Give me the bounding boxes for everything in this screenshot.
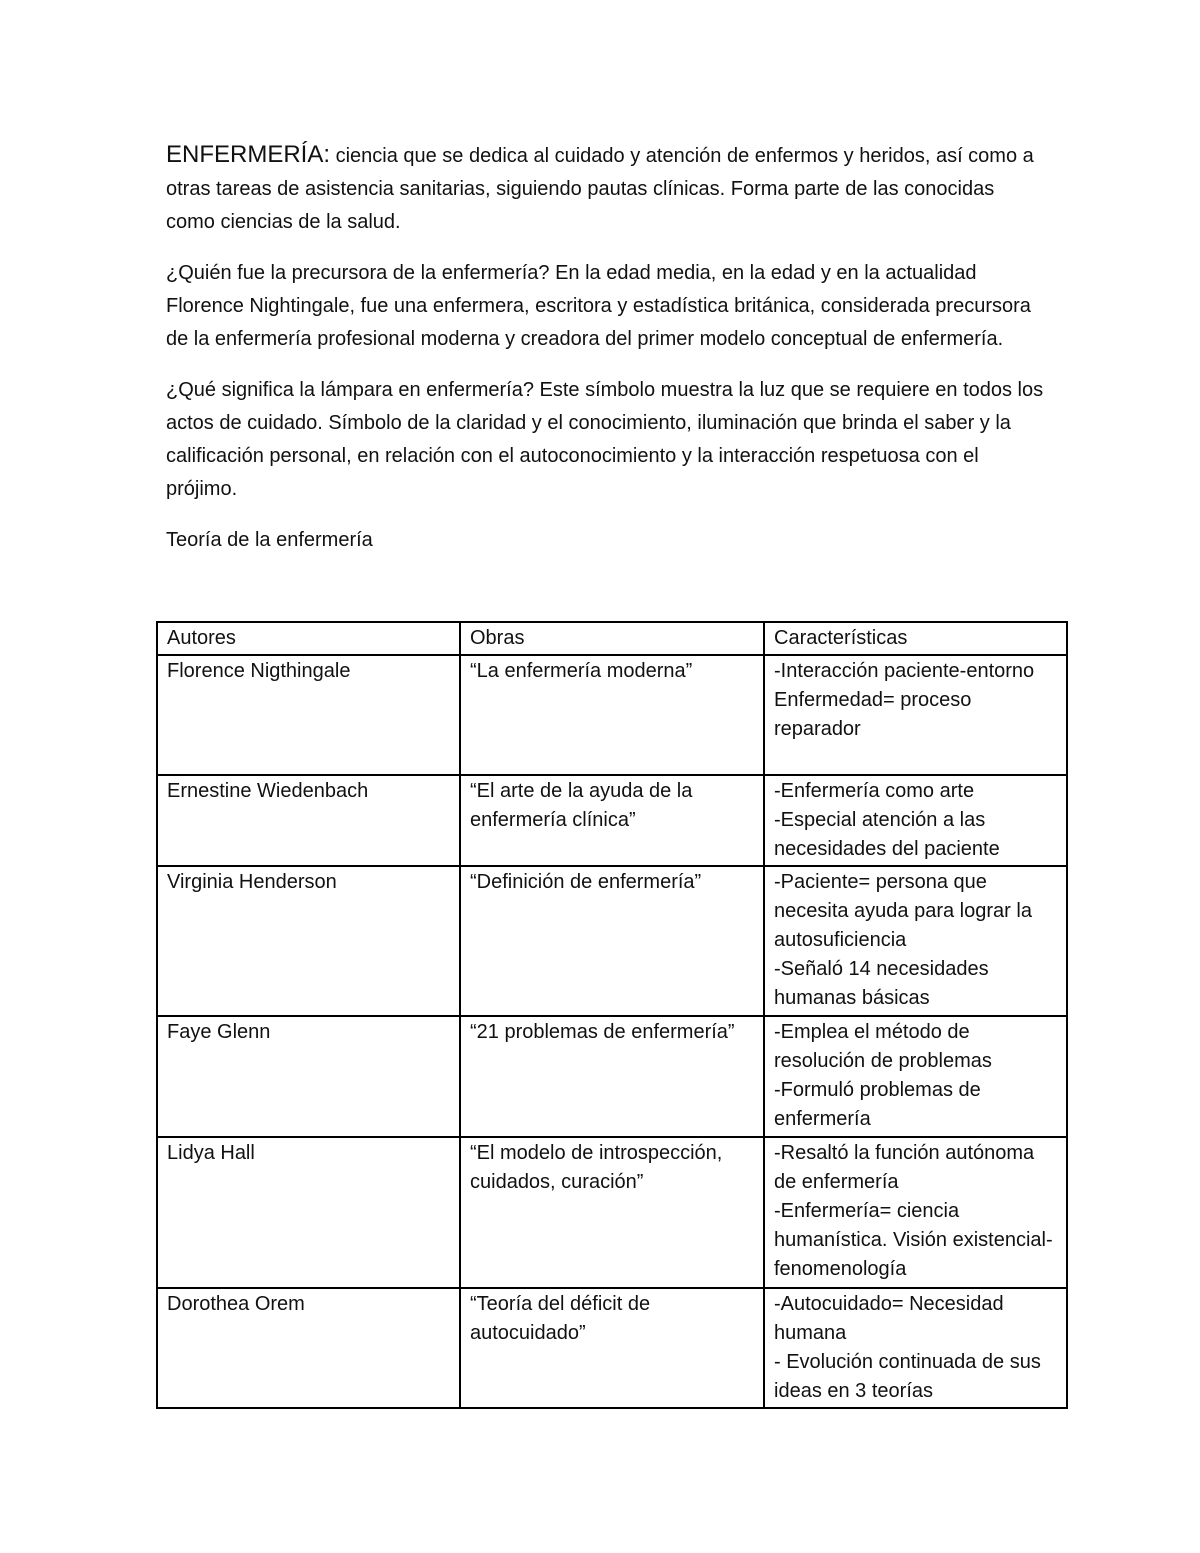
feature-line: Enfermedad= proceso reparador (774, 689, 972, 740)
table-row (157, 1137, 1067, 1288)
header-authors: Autores (157, 622, 460, 655)
author-cell: Faye Glenn (157, 1016, 460, 1137)
table-row (157, 655, 1067, 775)
document-body (166, 138, 1066, 571)
precursor-paragraph: ¿Quién fue la precursora de la enfermería? En la edad media, en la edad y en la actualidad Florence Nightingale, fue una enfermera, escritora y estadística británica, considerada precursora de la enfermería profesional moderna y creadora del primer modelo conceptual de enfermería. (166, 262, 1031, 350)
work-cell: “La enfermería moderna” (460, 655, 764, 775)
feature-line: -Interacción paciente-entorno (774, 660, 1035, 682)
nursing-theory-table (156, 621, 1068, 1409)
features-cell (764, 655, 1067, 775)
definition-paragraph (166, 138, 1046, 239)
definition-text: ciencia que se dedica al cuidado y atención de enfermos y heridos, así como a otras tareas de asistencia sanitarias, siguiendo pautas clínicas. Forma parte de las conocidas como ciencias de la salud. (166, 145, 1034, 233)
lamp-paragraph: ¿Qué significa la lámpara en enfermería? Este símbolo muestra la luz que se requiere en todos los actos de cuidado. Símbolo de la claridad y el conocimiento, iluminación que brinda el saber y la calificación personal, en relación con el autoconocimiento y la interacción respetuosa con el prójimo. (166, 379, 1044, 500)
author-cell: Lidya Hall (157, 1137, 460, 1288)
features-cell (764, 775, 1067, 866)
table-row (157, 1016, 1067, 1137)
feature-line: -Especial atención a las necesidades del paciente (774, 809, 1000, 860)
header-works: Obras (460, 622, 764, 655)
feature-line: -Enfermería como arte (774, 780, 975, 802)
feature-line: -Señaló 14 necesidades humanas básicas (774, 958, 989, 1009)
work-cell: “Teoría del déficit de autocuidado” (460, 1288, 764, 1408)
table-title: Teoría de la enfermería (166, 529, 373, 551)
table-row (157, 775, 1067, 866)
author-cell: Dorothea Orem (157, 1288, 460, 1408)
table-header-row (157, 622, 1067, 655)
header-features: Características (764, 622, 1067, 655)
features-cell (764, 1288, 1067, 1408)
work-cell: “21 problemas de enfermería” (460, 1016, 764, 1137)
author-cell: Ernestine Wiedenbach (157, 775, 460, 866)
work-cell: “El arte de la ayuda de la enfermería clínica” (460, 775, 764, 866)
feature-line: -Paciente= persona que necesita ayuda para lograr la autosuficiencia (774, 871, 1032, 951)
feature-line: -Resaltó la función autónoma de enfermería (774, 1142, 1035, 1193)
work-cell: “Definición de enfermería” (460, 866, 764, 1016)
author-cell: Virginia Henderson (157, 866, 460, 1016)
feature-line: -Formuló problemas de enfermería (774, 1079, 981, 1130)
table-row (157, 866, 1067, 1016)
work-cell: “El modelo de introspección, cuidados, curación” (460, 1137, 764, 1288)
author-cell: Florence Nigthingale (157, 655, 460, 775)
features-cell (764, 1137, 1067, 1288)
features-cell (764, 1016, 1067, 1137)
features-cell (764, 866, 1067, 1016)
feature-line: -Emplea el método de resolución de problemas (774, 1021, 992, 1072)
feature-line: - Evolución continuada de sus ideas en 3 teorías (774, 1351, 1041, 1402)
feature-line: -Autocuidado= Necesidad humana (774, 1293, 1004, 1344)
table-row (157, 1288, 1067, 1408)
definition-term: ENFERMERÍA: (166, 141, 331, 168)
feature-line: -Enfermería= ciencia humanística. Visión existencial-fenomenología (774, 1200, 1053, 1280)
